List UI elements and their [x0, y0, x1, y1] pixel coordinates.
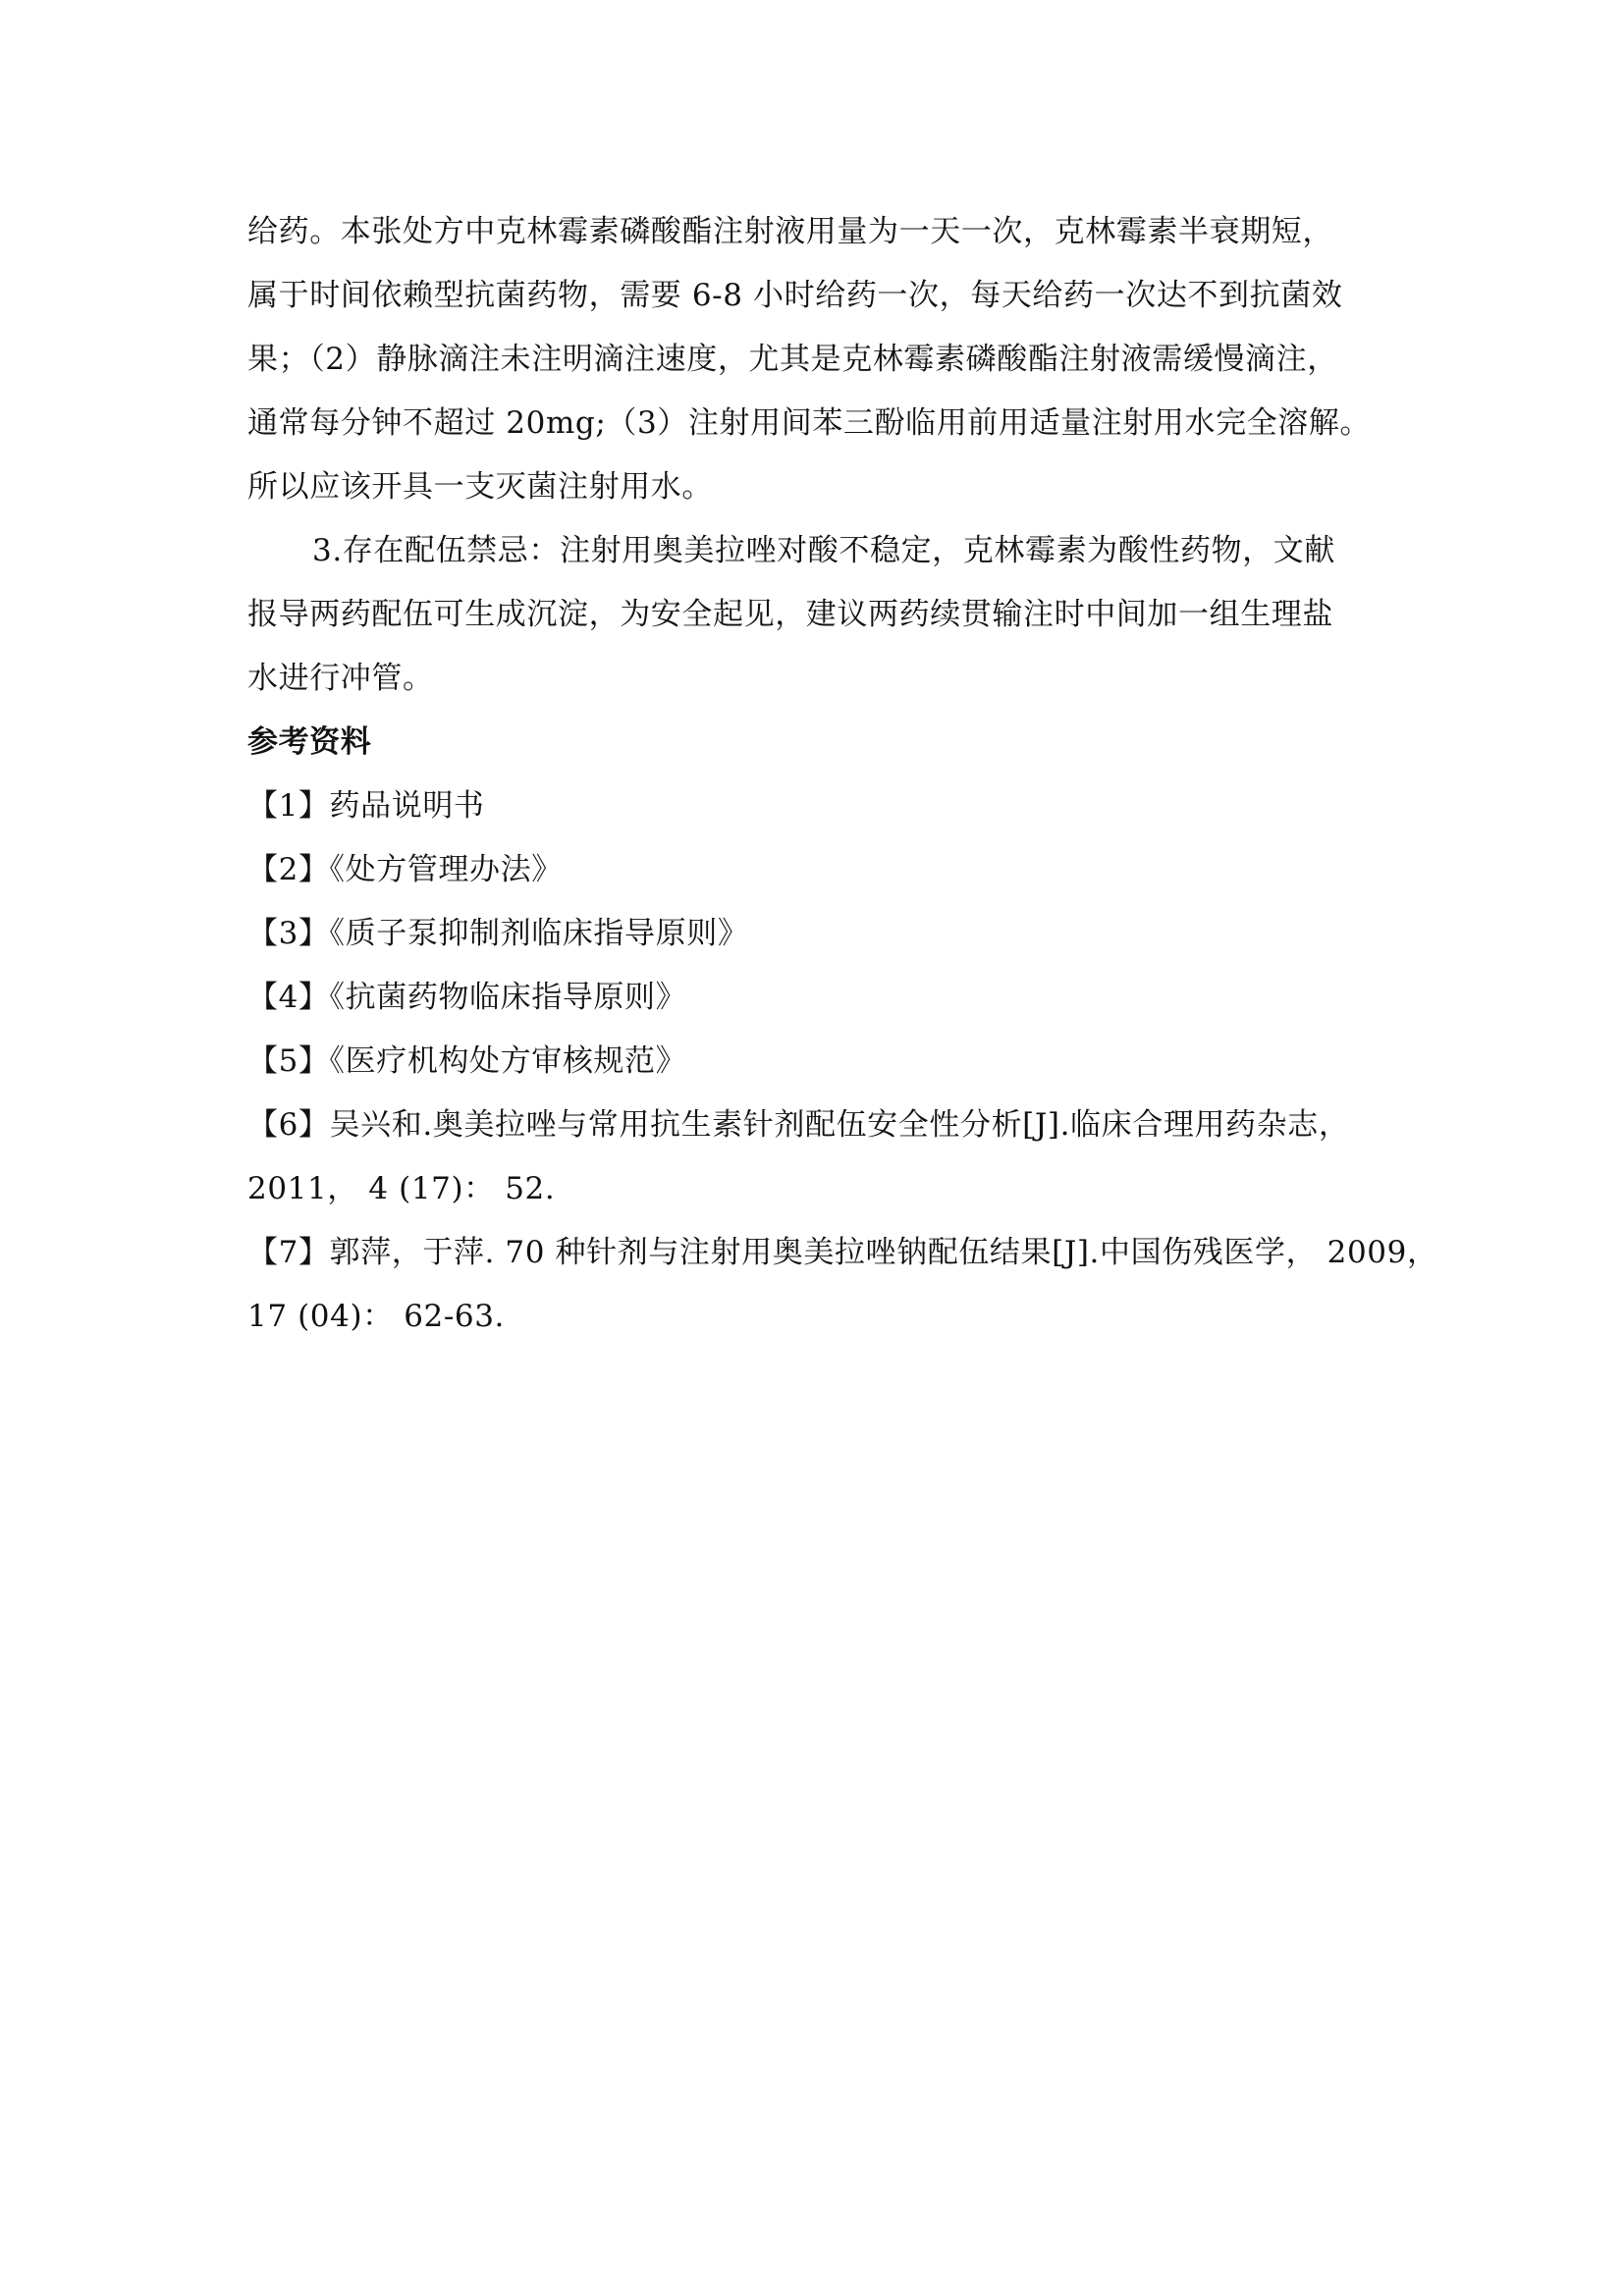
- document-body: [247, 200, 1438, 1349]
- paragraph-line: 水进行冲管。: [247, 661, 434, 696]
- paragraph-line: 3.存在配伍禁忌：注射用奥美拉唑对酸不稳定，克林霉素为酸性药物，文献: [312, 533, 1335, 568]
- reference-item-continuation: 17 (04)： 62-63.: [247, 1299, 506, 1334]
- paragraph-line: 果；（2）静脉滴注未注明滴注速度，尤其是克林霉素磷酸酯注射液需缓慢滴注，: [247, 342, 1338, 377]
- reference-item: 【4】《抗菌药物临床指导原则》: [247, 980, 687, 1015]
- reference-item: 【3】《质子泵抑制剂临床指导原则》: [247, 916, 749, 951]
- reference-item: 【5】《医疗机构处方审核规范》: [247, 1043, 687, 1079]
- reference-item: 【1】药品说明书: [247, 788, 485, 824]
- paragraph-line: 所以应该开具一支灭菌注射用水。: [247, 469, 713, 505]
- paragraph-line: 给药。本张处方中克林霉素磷酸酯注射液用量为一天一次，克林霉素半衰期短，: [247, 214, 1333, 249]
- reference-item-continuation: 2011， 4 (17)： 52.: [247, 1171, 556, 1206]
- reference-item: 【2】《处方管理办法》: [247, 852, 563, 887]
- paragraph-line: 通常每分钟不超过 20mg;（3）注射用间苯三酚临用前用适量注射用水完全溶解。: [247, 405, 1372, 441]
- paragraph-line: 属于时间依赖型抗菌药物，需要 6-8 小时给药一次，每天给药一次达不到抗菌效: [247, 278, 1343, 313]
- reference-item: 【7】郭萍，于萍. 70 种针剂与注射用奥美拉唑钠配伍结果[J].中国伤残医学， 2009，: [247, 1235, 1438, 1270]
- references-heading: 参考资料: [247, 724, 372, 760]
- reference-item: 【6】吴兴和.奥美拉唑与常用抗生素针剂配伍安全性分析[J].临床合理用药杂志，: [247, 1107, 1350, 1143]
- paragraph-line: 报导两药配伍可生成沉淀，为安全起见，建议两药续贯输注时中间加一组生理盐: [247, 597, 1333, 632]
